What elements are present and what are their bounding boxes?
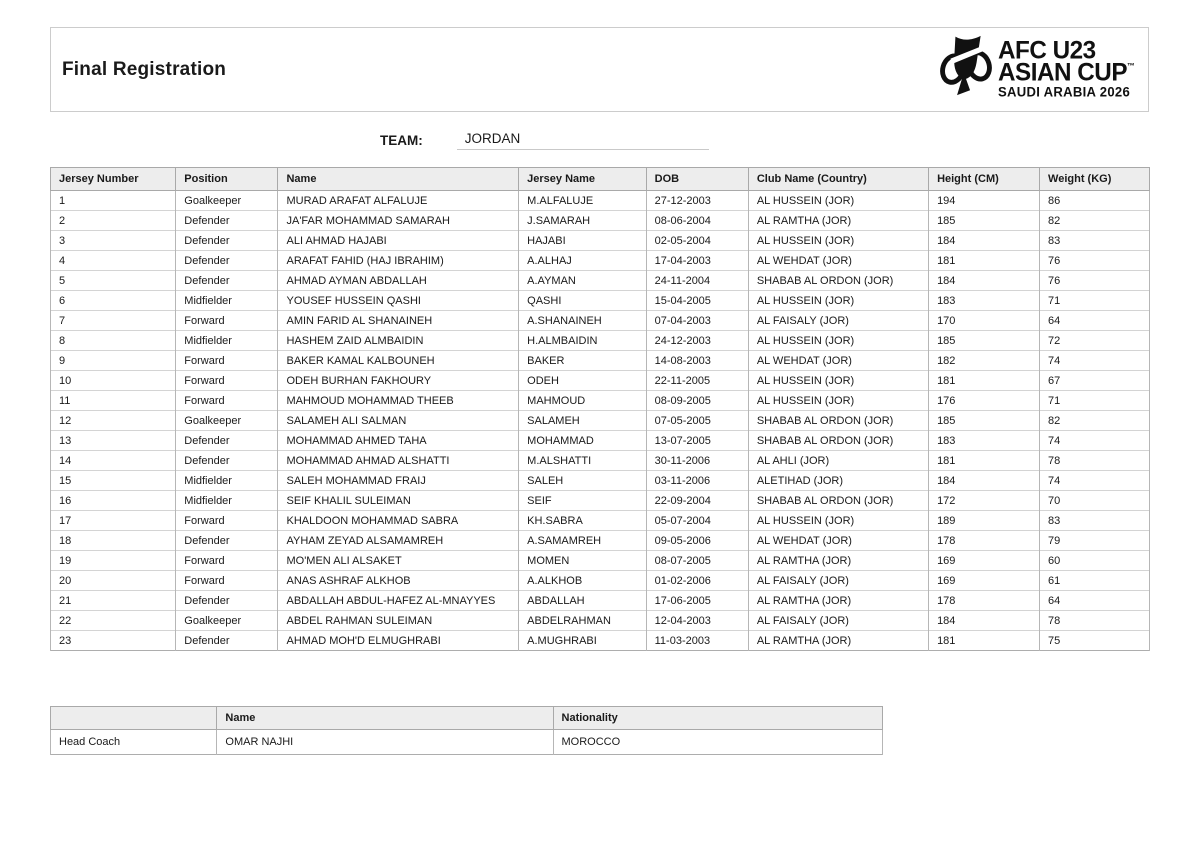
player-row	[51, 571, 1150, 591]
player-cell: MO'MEN ALI ALSAKET	[278, 551, 519, 571]
player-cell: 17-04-2003	[646, 251, 748, 271]
player-row	[51, 271, 1150, 291]
player-cell: SALAMEH	[519, 411, 646, 431]
player-cell: 17	[51, 511, 176, 531]
player-row	[51, 291, 1150, 311]
player-cell: MOHAMMAD AHMED TAHA	[278, 431, 519, 451]
player-cell: 2	[51, 211, 176, 231]
player-cell: BAKER	[519, 351, 646, 371]
player-cell: MOHAMMAD AHMAD ALSHATTI	[278, 451, 519, 471]
player-cell: Midfielder	[176, 491, 278, 511]
player-cell: AYHAM ZEYAD ALSAMAMREH	[278, 531, 519, 551]
player-cell: AL AHLI (JOR)	[748, 451, 928, 471]
player-cell: BAKER KAMAL KALBOUNEH	[278, 351, 519, 371]
player-cell: A.ALHAJ	[519, 251, 646, 271]
team-value: JORDAN	[457, 131, 709, 150]
player-cell: 07-04-2003	[646, 311, 748, 331]
official-cell: Head Coach	[51, 730, 217, 755]
player-cell: 169	[929, 571, 1040, 591]
player-cell: 83	[1040, 231, 1150, 251]
player-cell: 13-07-2005	[646, 431, 748, 451]
player-cell: KHALDOON MOHAMMAD SABRA	[278, 511, 519, 531]
player-cell: 184	[929, 231, 1040, 251]
player-cell: 11-03-2003	[646, 631, 748, 651]
player-cell: AL WEHDAT (JOR)	[748, 531, 928, 551]
player-cell: MOMEN	[519, 551, 646, 571]
player-row	[51, 371, 1150, 391]
player-cell: 4	[51, 251, 176, 271]
player-cell: 189	[929, 511, 1040, 531]
player-cell: 181	[929, 451, 1040, 471]
player-cell: Forward	[176, 371, 278, 391]
player-cell: 72	[1040, 331, 1150, 351]
player-cell: Defender	[176, 591, 278, 611]
player-cell: 178	[929, 591, 1040, 611]
player-cell: AL HUSSEIN (JOR)	[748, 291, 928, 311]
player-cell: 178	[929, 531, 1040, 551]
player-row	[51, 211, 1150, 231]
player-cell: 03-11-2006	[646, 471, 748, 491]
player-cell: 71	[1040, 291, 1150, 311]
player-cell: 10	[51, 371, 176, 391]
player-cell: 14-08-2003	[646, 351, 748, 371]
player-cell: 61	[1040, 571, 1150, 591]
player-cell: AL FAISALY (JOR)	[748, 311, 928, 331]
player-cell: 08-09-2005	[646, 391, 748, 411]
player-cell: SHABAB AL ORDON (JOR)	[748, 431, 928, 451]
player-cell: 181	[929, 631, 1040, 651]
player-cell: AL RAMTHA (JOR)	[748, 551, 928, 571]
player-cell: MAHMOUD	[519, 391, 646, 411]
player-cell: Goalkeeper	[176, 411, 278, 431]
player-cell: SHABAB AL ORDON (JOR)	[748, 271, 928, 291]
player-cell: ALETIHAD (JOR)	[748, 471, 928, 491]
player-cell: 82	[1040, 411, 1150, 431]
player-cell: 60	[1040, 551, 1150, 571]
player-cell: 15	[51, 471, 176, 491]
player-cell: 170	[929, 311, 1040, 331]
player-cell: 185	[929, 331, 1040, 351]
player-cell: Goalkeeper	[176, 611, 278, 631]
players-column-header: Club Name (Country)	[748, 168, 928, 191]
logo-line-afc-u23: AFC U23	[998, 36, 1097, 64]
player-cell: Defender	[176, 451, 278, 471]
player-cell: 13	[51, 431, 176, 451]
player-cell: AL RAMTHA (JOR)	[748, 591, 928, 611]
player-cell: 20	[51, 571, 176, 591]
player-cell: Midfielder	[176, 291, 278, 311]
player-row	[51, 311, 1150, 331]
player-row	[51, 231, 1150, 251]
player-cell: QASHI	[519, 291, 646, 311]
player-cell: 3	[51, 231, 176, 251]
player-cell: A.SAMAMREH	[519, 531, 646, 551]
player-cell: AL FAISALY (JOR)	[748, 611, 928, 631]
player-cell: 64	[1040, 591, 1150, 611]
player-row	[51, 191, 1150, 211]
player-row	[51, 491, 1150, 511]
player-cell: YOUSEF HUSSEIN QASHI	[278, 291, 519, 311]
player-cell: MOHAMMAD	[519, 431, 646, 451]
team-label: TEAM:	[380, 133, 423, 148]
document-header	[50, 27, 1149, 112]
player-cell: 74	[1040, 431, 1150, 451]
player-cell: 86	[1040, 191, 1150, 211]
player-cell: Midfielder	[176, 471, 278, 491]
player-row	[51, 451, 1150, 471]
player-cell: 184	[929, 471, 1040, 491]
player-cell: 176	[929, 391, 1040, 411]
player-cell: Forward	[176, 311, 278, 331]
player-cell: 5	[51, 271, 176, 291]
player-cell: M.ALFALUJE	[519, 191, 646, 211]
official-cell: MOROCCO	[553, 730, 882, 755]
player-cell: JA'FAR MOHAMMAD SAMARAH	[278, 211, 519, 231]
officials-column-header	[51, 707, 217, 730]
player-cell: ANAS ASHRAF ALKHOB	[278, 571, 519, 591]
player-cell: 17-06-2005	[646, 591, 748, 611]
player-cell: Forward	[176, 571, 278, 591]
player-cell: 194	[929, 191, 1040, 211]
player-cell: J.SAMARAH	[519, 211, 646, 231]
page-title: Final Registration	[62, 58, 227, 80]
player-cell: ARAFAT FAHID (HAJ IBRAHIM)	[278, 251, 519, 271]
officials-header-row	[51, 707, 883, 730]
player-cell: 23	[51, 631, 176, 651]
player-cell: 09-05-2006	[646, 531, 748, 551]
logo-wordmark	[998, 36, 1139, 100]
trademark-symbol: ™	[1127, 61, 1135, 70]
player-cell: 184	[929, 271, 1040, 291]
player-cell: 08-07-2005	[646, 551, 748, 571]
player-cell: 19	[51, 551, 176, 571]
official-cell: OMAR NAJHI	[217, 730, 553, 755]
player-cell: MAHMOUD MOHAMMAD THEEB	[278, 391, 519, 411]
player-row	[51, 591, 1150, 611]
player-cell: ABDELRAHMAN	[519, 611, 646, 631]
player-cell: 78	[1040, 611, 1150, 631]
afc-trophy-icon	[940, 32, 992, 107]
player-cell: HAJABI	[519, 231, 646, 251]
player-cell: ABDEL RAHMAN SULEIMAN	[278, 611, 519, 631]
player-cell: Defender	[176, 251, 278, 271]
player-cell: Defender	[176, 271, 278, 291]
players-header-row	[51, 168, 1150, 191]
player-cell: 9	[51, 351, 176, 371]
player-cell: 172	[929, 491, 1040, 511]
player-cell: SALEH	[519, 471, 646, 491]
afc-u23-asian-cup-logo	[940, 32, 1139, 107]
officials-table	[50, 706, 883, 755]
player-cell: 27-12-2003	[646, 191, 748, 211]
player-cell: 76	[1040, 271, 1150, 291]
player-cell: 22-11-2005	[646, 371, 748, 391]
player-cell: 67	[1040, 371, 1150, 391]
official-row	[51, 730, 883, 755]
player-cell: 12	[51, 411, 176, 431]
player-row	[51, 631, 1150, 651]
player-cell: 181	[929, 371, 1040, 391]
player-cell: 185	[929, 211, 1040, 231]
player-cell: 18	[51, 531, 176, 551]
logo-line-saudi-arabia-2026: SAUDI ARABIA 2026	[998, 84, 1131, 99]
player-cell: Forward	[176, 551, 278, 571]
player-cell: SALAMEH ALI SALMAN	[278, 411, 519, 431]
player-cell: 82	[1040, 211, 1150, 231]
player-cell: AMIN FARID AL SHANAINEH	[278, 311, 519, 331]
player-cell: AL RAMTHA (JOR)	[748, 631, 928, 651]
player-cell: 15-04-2005	[646, 291, 748, 311]
player-cell: 6	[51, 291, 176, 311]
player-cell: 07-05-2005	[646, 411, 748, 431]
player-cell: 74	[1040, 471, 1150, 491]
officials-column-header: Nationality	[553, 707, 882, 730]
player-cell: Defender	[176, 431, 278, 451]
player-cell: 8	[51, 331, 176, 351]
players-column-header: DOB	[646, 168, 748, 191]
player-cell: 70	[1040, 491, 1150, 511]
player-row	[51, 251, 1150, 271]
player-cell: 71	[1040, 391, 1150, 411]
team-field	[380, 131, 709, 150]
player-row	[51, 611, 1150, 631]
player-cell: AL HUSSEIN (JOR)	[748, 231, 928, 251]
player-cell: 181	[929, 251, 1040, 271]
player-cell: Defender	[176, 231, 278, 251]
player-cell: MURAD ARAFAT ALFALUJE	[278, 191, 519, 211]
player-cell: SHABAB AL ORDON (JOR)	[748, 411, 928, 431]
logo-line-asian-cup: ASIAN CUP™	[998, 58, 1135, 86]
player-cell: ABDALLAH	[519, 591, 646, 611]
player-cell: Forward	[176, 511, 278, 531]
player-row	[51, 411, 1150, 431]
player-cell: 12-04-2003	[646, 611, 748, 631]
players-column-header: Jersey Name	[519, 168, 646, 191]
player-cell: 14	[51, 451, 176, 471]
player-cell: AHMAD MOH'D ELMUGHRABI	[278, 631, 519, 651]
player-cell: 76	[1040, 251, 1150, 271]
player-cell: AHMAD AYMAN ABDALLAH	[278, 271, 519, 291]
player-cell: 22	[51, 611, 176, 631]
player-cell: 183	[929, 431, 1040, 451]
player-cell: SALEH MOHAMMAD FRAIJ	[278, 471, 519, 491]
player-cell: 24-11-2004	[646, 271, 748, 291]
player-row	[51, 531, 1150, 551]
player-cell: AL HUSSEIN (JOR)	[748, 371, 928, 391]
player-cell: 182	[929, 351, 1040, 371]
player-cell: 02-05-2004	[646, 231, 748, 251]
player-cell: AL WEHDAT (JOR)	[748, 251, 928, 271]
player-cell: 83	[1040, 511, 1150, 531]
player-cell: H.ALMBAIDIN	[519, 331, 646, 351]
player-cell: 169	[929, 551, 1040, 571]
player-cell: 08-06-2004	[646, 211, 748, 231]
player-row	[51, 431, 1150, 451]
player-cell: 78	[1040, 451, 1150, 471]
player-cell: SEIF	[519, 491, 646, 511]
players-column-header: Weight (KG)	[1040, 168, 1150, 191]
players-column-header: Height (CM)	[929, 168, 1040, 191]
player-row	[51, 471, 1150, 491]
player-cell: SHABAB AL ORDON (JOR)	[748, 491, 928, 511]
players-column-header: Name	[278, 168, 519, 191]
player-cell: Forward	[176, 391, 278, 411]
player-cell: 05-07-2004	[646, 511, 748, 531]
player-cell: 01-02-2006	[646, 571, 748, 591]
player-cell: ALI AHMAD HAJABI	[278, 231, 519, 251]
player-cell: Forward	[176, 351, 278, 371]
player-cell: 64	[1040, 311, 1150, 331]
player-cell: A.ALKHOB	[519, 571, 646, 591]
player-cell: AL HUSSEIN (JOR)	[748, 511, 928, 531]
player-cell: HASHEM ZAID ALMBAIDIN	[278, 331, 519, 351]
player-cell: Defender	[176, 531, 278, 551]
player-cell: M.ALSHATTI	[519, 451, 646, 471]
player-row	[51, 511, 1150, 531]
player-cell: KH.SABRA	[519, 511, 646, 531]
player-cell: Defender	[176, 211, 278, 231]
player-cell: ODEH BURHAN FAKHOURY	[278, 371, 519, 391]
player-cell: AL WEHDAT (JOR)	[748, 351, 928, 371]
player-cell: 185	[929, 411, 1040, 431]
player-row	[51, 391, 1150, 411]
players-column-header: Jersey Number	[51, 168, 176, 191]
player-cell: A.SHANAINEH	[519, 311, 646, 331]
player-cell: 30-11-2006	[646, 451, 748, 471]
player-row	[51, 551, 1150, 571]
player-cell: 11	[51, 391, 176, 411]
player-cell: 24-12-2003	[646, 331, 748, 351]
players-table	[50, 167, 1150, 651]
player-cell: 16	[51, 491, 176, 511]
player-cell: AL HUSSEIN (JOR)	[748, 391, 928, 411]
player-row	[51, 351, 1150, 371]
player-cell: ABDALLAH ABDUL-HAFEZ AL-MNAYYES	[278, 591, 519, 611]
player-cell: Midfielder	[176, 331, 278, 351]
player-cell: 74	[1040, 351, 1150, 371]
player-cell: 21	[51, 591, 176, 611]
player-cell: Goalkeeper	[176, 191, 278, 211]
player-cell: 1	[51, 191, 176, 211]
player-cell: A.MUGHRABI	[519, 631, 646, 651]
player-row	[51, 331, 1150, 351]
player-cell: AL HUSSEIN (JOR)	[748, 331, 928, 351]
officials-column-header: Name	[217, 707, 553, 730]
player-cell: AL HUSSEIN (JOR)	[748, 191, 928, 211]
players-column-header: Position	[176, 168, 278, 191]
player-cell: 22-09-2004	[646, 491, 748, 511]
player-cell: 183	[929, 291, 1040, 311]
player-cell: 7	[51, 311, 176, 331]
player-cell: AL FAISALY (JOR)	[748, 571, 928, 591]
player-cell: Defender	[176, 631, 278, 651]
player-cell: AL RAMTHA (JOR)	[748, 211, 928, 231]
player-cell: 75	[1040, 631, 1150, 651]
player-cell: ODEH	[519, 371, 646, 391]
player-cell: SEIF KHALIL SULEIMAN	[278, 491, 519, 511]
player-cell: 79	[1040, 531, 1150, 551]
player-cell: A.AYMAN	[519, 271, 646, 291]
player-cell: 184	[929, 611, 1040, 631]
